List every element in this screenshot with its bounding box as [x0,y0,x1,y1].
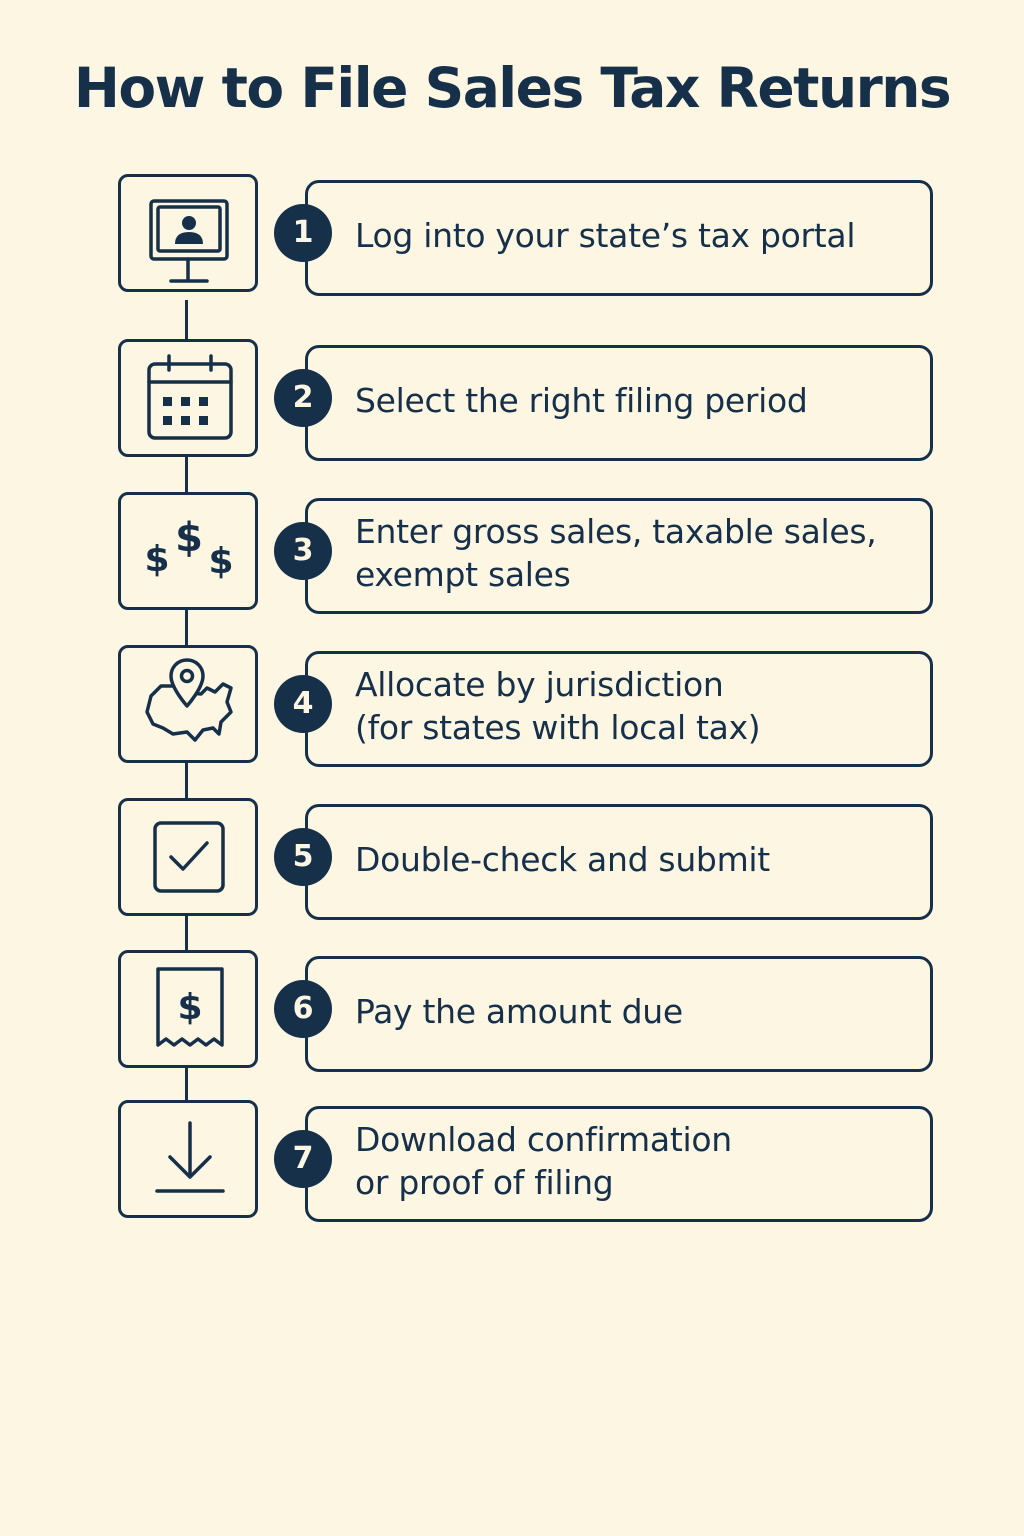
step-number-badge: 4 [274,675,332,733]
svg-text:$: $ [175,515,203,561]
checkbox-icon [121,801,255,913]
step-number-badge: 6 [274,980,332,1038]
step-3 [0,492,1024,612]
step-label-line: Pay the amount due [355,991,683,1031]
step-label-line: Select the right filing period [355,380,808,420]
step-label [355,798,915,920]
step-number-badge: 7 [274,1130,332,1188]
step-label [355,1100,915,1222]
step-icon-box [118,492,258,610]
step-label-line: Enter gross sales, taxable sales, [355,512,877,551]
step-label-line: exempt sales [355,555,571,594]
step-label-line: Log into your state’s tax portal [355,215,856,255]
svg-text:$: $ [208,541,234,582]
step-label [355,339,915,461]
step-2 [0,339,1024,459]
step-label-line: Double-check and submit [355,839,770,879]
step-4 [0,645,1024,765]
svg-text:$: $ [144,539,170,580]
step-label [355,645,915,767]
map-pin-icon [121,648,255,760]
step-label [355,174,915,296]
step-7 [0,1100,1024,1220]
step-icon-box [118,645,258,763]
receipt-dollar-icon [121,953,255,1065]
step-number-badge: 5 [274,828,332,886]
dollar-signs-icon [121,495,255,607]
step-label-line: Download confirmation [355,1120,732,1159]
download-icon [121,1103,255,1215]
page-title: How to File Sales Tax Returns [73,56,951,120]
step-number-badge: 1 [274,204,332,262]
step-icon-box [118,174,258,292]
step-label [355,492,915,614]
step-label-line: Allocate by jurisdiction [355,665,724,704]
step-6 [0,950,1024,1070]
step-number-badge: 3 [274,522,332,580]
step-icon-box [118,339,258,457]
step-icon-box [118,950,258,1068]
step-label-line: (for states with local tax) [355,708,761,747]
svg-text:$: $ [177,987,203,1028]
step-icon-box [118,1100,258,1218]
step-number-badge: 2 [274,369,332,427]
step-label [355,950,915,1072]
calendar-icon [121,342,255,454]
step-1 [0,174,1024,294]
step-5 [0,798,1024,918]
step-icon-box [118,798,258,916]
computer-user-icon [121,177,255,289]
step-label-line: or proof of filing [355,1163,614,1202]
